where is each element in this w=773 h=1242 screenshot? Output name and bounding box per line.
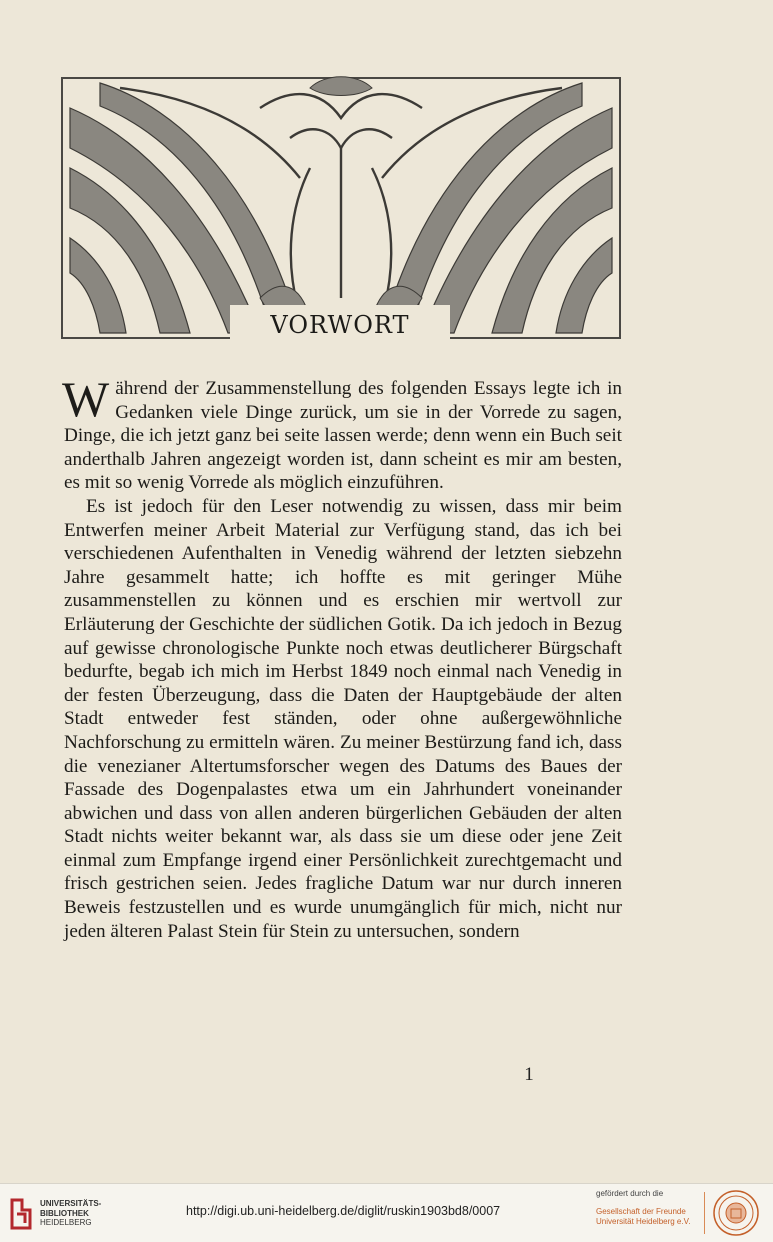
society-name-line-2: Universität Heidelberg e.V. (596, 1217, 691, 1226)
university-seal-icon (712, 1189, 760, 1237)
library-logo-icon[interactable] (8, 1198, 34, 1230)
paragraph-2: Es ist jedoch für den Leser notwendig zu wissen, dass mir beim Entwerfen meiner Arbeit Material zur Verfügung stand, das ich bei verschiedenen Aufenthalten in Venedig während der letzten siebzehn Jahre gesammelt hatte; ich hoffte es mit geringer Mühe zusammenstellen zu können und es erschien mir wertvoll zur Erläuterung der Geschichte der südlichen Gotik. Da ich jedoch in Bezug auf gewisse chronologische Punkte noch etwas deutlicherer Bürgschaft bedurfte, begab ich mich im Herbst 1849 noch einmal nach Venedig in der festen Überzeugung, dass die Daten der Hauptgebäude der alten Stadt entweder fest ständen, oder ohne außergewöhnliche Nachforschung zu ermitteln wären. Zu meiner Bestürzung fand ich, dass die venezianer Altertumsforscher wegen des Datums des Baues der Fassade des Dogenpalastes etwa um ein Jahrhundert voneinander abwichen und dass von allen anderen bürgerlichen Gebäuden der alten Stadt nichts weiter bekannt war, als dass sie um diese oder jene Zeit einmal zum Empfange irgend einer Persönlichkeit zurechtgemacht und frisch gestrichen seien. Jedes fragliche Datum war nur durch inneren Beweis festzustellen und es wurde unumgänglich für mich, nicht nur jeden älteren Palast Stein für Stein zu untersuchen, sondern (64, 495, 622, 942)
library-name-line-1: UNIVERSITÄTS- (40, 1199, 102, 1208)
library-name-line-3: HEIDELBERG (40, 1218, 92, 1227)
paragraph-1-text: ährend der Zusammenstellung des folgenden Essays legte ich in Gedanken viele Dinge zurück, um sie in der Vorrede zu sagen, Dinge, die ich jetzt ganz bei seite lassen werde; denn wenn ein Buch seit anderthalb Jahren angezeigt worden ist, dann scheint es mir am besten, es mit so wenig Vorrede als möglich einzuführen. (64, 378, 622, 494)
art-nouveau-leaf-ornament-icon (60, 68, 622, 340)
society-name-line-1: Gesellschaft der Freunde (596, 1207, 686, 1216)
funded-by-label: gefördert durch die (596, 1189, 664, 1198)
paragraph-1 (62, 371, 622, 495)
drop-cap: W (62, 371, 110, 427)
body-text (62, 371, 622, 943)
society-name[interactable] (596, 1207, 706, 1227)
page-title: VORWORT (230, 305, 450, 345)
footer-divider (704, 1192, 705, 1234)
library-name-line-2: BIBLIOTHEK (40, 1208, 89, 1218)
permalink-url[interactable]: http://digi.ub.uni-heidelberg.de/diglit/ruskin1903bd8/0007 (186, 1204, 501, 1218)
footer-bar (0, 1183, 773, 1242)
library-name (40, 1199, 130, 1228)
page-number: 1 (524, 1064, 534, 1085)
